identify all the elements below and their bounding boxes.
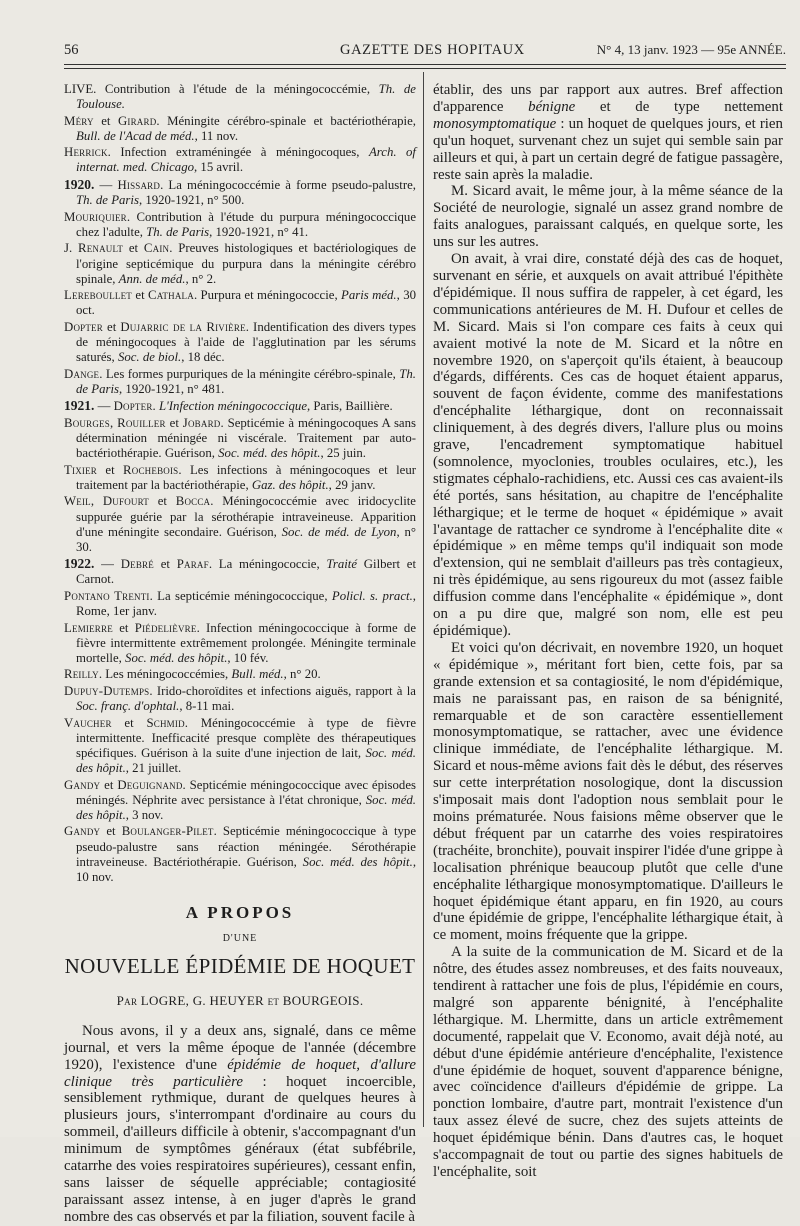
italic-run: Th. de Paris [146,224,210,239]
text-run: . Preuves histologiques et bactériologiques de l'origine septicémique du purpura dans la méningite cérébro spinale, [76,241,416,286]
text-run: , 15 avril. [194,160,244,175]
article-body-left [64,1023,416,1226]
text-run: Gilbert et Carnot. [76,557,417,587]
article-paragraph [433,82,783,183]
left-column [64,82,416,1226]
author-name: Tixier [64,462,98,477]
bibliography-year: 1921. [64,398,95,414]
italic-run: Soc. méd. des hôpit. [218,446,321,461]
text-run: . Méningite cérébro-spinale et bactériothérapie, [156,113,416,128]
author-name: Dopter [64,319,103,334]
page-header [64,38,786,64]
author-name: Renault [77,241,124,256]
text-run: et [132,288,148,303]
italic-run: Bull. de l'Acad de méd. [76,128,195,143]
bibliography-entry [64,494,416,554]
text-run: . Méningococcémie avec iridocyclite suppurée guérie par la sérothérapie intraveineuse. Apparition d'une méningite secondaire. Guérison, [76,494,416,539]
text-run: , n° 2. [185,271,217,286]
author-name: Dujarric de la Rivière [120,319,246,334]
author-name: Lereboullet [64,288,133,303]
bibliography-entry [64,210,416,240]
text-run: et [97,462,124,477]
text-run: et de type nettement [575,98,783,115]
page-number: 56 [64,42,79,58]
author-name: Dufourt [102,494,149,509]
text-run: : hoquet incoercible, sensiblement rythmique, durant de quelques heures à plusieurs jours, s'interrompant d'ordinaire au cours du sommeil, d'ailleurs difficile à obtenir, s'accompagnant d'un minimum de symptômes généraux (état subfébrile, catarrhe des voies respiratoires supérieures), cessant enfin, sans laisser de séquelle appréciable; contagiosité paraissant assez intense, à en juger d'après le grand nombre des cas observés et par la filiation, souvent facile à [64,1073,416,1225]
italic-run: Soc. méd. des hôpit. [125,650,228,665]
right-column [433,82,783,1181]
text-run: , 1920-1921, n° 481. [119,381,225,396]
author-name: Rochebois [123,462,179,477]
author-name: Cain [143,241,170,256]
author-name: Gandy [64,824,101,839]
text-run: , n° 20. [283,667,321,682]
text-run: , Rome, 1er janv. [76,589,416,619]
bibliography-entry [64,416,416,461]
text-run: , n° 30. [76,524,416,554]
section-connector: D'UNE [222,932,258,944]
text-run: , 1920-1921, n° 500. [138,193,245,208]
text-run: , 8-11 mai. [179,699,235,714]
text-run: , 1920-1921, n° 41. [209,224,309,239]
author-name: Mouriquier [64,209,127,224]
author-name: Dopter [113,399,153,414]
text-run: Nous avons, il y a deux ans, signalé, dans ce même journal, et vers la même époque de l'année (décembre 1920), l'existence d'une [64,1022,416,1073]
bibliography-entry [64,716,416,776]
article-body-right [433,82,783,1181]
italic-run: Bull. méd. [231,667,284,682]
issue-info: N° 4, 13 janv. 1923 — 95e ANNÉE. [596,42,786,57]
text-run: , 29 janv. [328,477,376,492]
text-run: . Infection extraméningée à méningocoques, [107,145,369,160]
text-run: . Septicémie méningococcique à type pseudo-palustre sans réaction méningée. Sérothérapie intraveineuse. Bactériothérapie. Guérison, [76,824,416,869]
section-heading: A PROPOS [185,902,295,922]
author-name: Vaucher [64,715,112,730]
bibliography-entry [64,778,416,823]
text-run: . Méningococcémie à type de fièvre intermittente. Inefficacité presque complète des thérapeutiques spécifiques. Guérison à la suite d'une injection de lait, [76,715,416,760]
text-run: . La méningococcémie à forme pseudo-palustre, [160,178,416,193]
italic-run: Soc. méd. des hôpit. [76,745,416,776]
text-run: . Purpura et méningococcie, [193,288,342,303]
text-run: , 10 fév. [227,650,269,665]
article-title: NOUVELLE ÉPIDÉMIE DE HOQUET [64,953,416,978]
text-run: et [123,241,144,256]
text-run: et [93,113,118,128]
text-run: : un hoquet de quelques jours, et rien qu'un hoquet, survenant chez un sujet qui semble sain par ailleurs et qui, à part un certain degré de fatigue passagère, reste sain après la maladie. [433,115,783,183]
bibliography-entry [64,82,416,112]
bibliography [64,82,416,885]
italic-run: bénigne [528,98,576,115]
author-name: Herrick [64,145,108,160]
article-paragraph [433,640,783,944]
text-run: , Paris, Baillière. [307,399,393,414]
author-name: Deguignand [117,777,183,792]
text-run: A la suite de la communication de M. Sicard et de la nôtre, des études assez nombreuses, et des faits nouveaux, tendirent à rattacher une fois de plus, l'épidémie en cours, malgré son apparente bénignité, à l'encéphalite léthargique. M. Lhermitte, dans un article extrêmement documenté, rappelait que V. Economo, avait déjà noté, au début d'une épidémie antérieure d'encéphalite, l'existence d'une épidémie de hoquet, souvent d'apparence bénigne, avec coïncidence d'ailleurs d'épidémie de grippe. La ponction lombaire, d'autre part, montrait l'existence d'un taux assez élevé de sucre, chez des sujets atteints de hoquet épidémique bénin. Dans d'autres cas, le hoquet s'accompagnait de tout ou partie des signes habituels de l'encéphalite, soit [433,944,783,1180]
text-run: Et voici qu'on décrivait, en novembre 1920, un hoquet « épidémique », méritant fort bien, cette fois, par sa grande extension et sa contagiosité, le nom d'épidémique, mais ne paraissant pas, en raison de sa bénignité, remarquable et de son caractère essentiellement monosymptomatique, se rattacher, avec une évidence clinique immédiate, de l'encéphalite léthargique. M. Sicard et nous-même avions fait dès le début, des réserves sur cette interprétation nosologique, dont la discussion s'imposait mais dont l'adoption nous semblait pour le moins prématurée. Nous faisions même observer que le début fréquent par un catarrhe des voies respiratoires (trachéite, bronchite), pouvait inspirer l'idée d'une grippe à localisation phrénique beaucoup plutôt que celle d'une encéphalite léthargique monosymptomatique. D'ailleurs le hoquet épidémique étant apparu, en fin 1920, au cours d'une épidémie de grippe, l'encéphalite léthargique était, à ce moment, moins fréquente que la grippe. [433,639,783,944]
article-paragraph [64,1023,416,1226]
text-run: et [102,319,121,334]
bibliography-year-entry [64,177,416,208]
author-name: Paraf [176,557,209,572]
text-run: J. [64,241,78,256]
bibliography-entry [64,288,416,318]
text-run: . [152,399,159,414]
author-name: Dange [64,366,100,381]
italic-run: Th. de Paris [76,366,416,396]
bibliography-entry [64,621,416,666]
text-run: et [153,557,177,572]
text-run: , 10 nov. [76,854,417,884]
author-name: Debré [120,557,154,572]
text-run: . Les méningococcémies, [98,667,232,682]
bibliography-entry [64,463,416,493]
bibliography-entry [64,684,416,714]
italic-run: Arch. of internat. med. Chicago [76,145,416,175]
text-run: LIVE. Contribution à l'étude de la méningococcémie, [64,82,379,96]
text-run: établir, des uns par rapport aux autres. Bref affection d'apparence [433,82,783,115]
text-run: . Les formes purpuriques de la méningite cérébro-spinale, [99,366,400,381]
article-paragraph [433,944,783,1181]
bibliography-entry [64,367,416,397]
text-run: . Septicémie méningococcique avec épisodes méningés. Néphrite avec persistance à l'état chronique, [76,777,416,807]
author-name: Lemierre [64,620,113,635]
header-rule [64,64,786,65]
bibliography-entry [64,667,416,682]
text-run: On avait, à vrai dire, constaté déjà des cas de hoquet, survenant en série, et auxquels on avait attribué l'épithète d'épidémique. Il nous suffira de rappeler, à cet égard, les communications antérieures de M. H. Dufour et celles de M. Sicard. Mais si l'on compare ces faits à ceux qui avaient motivé la note de M. Sicard et la nôtre en novembre 1920, on s'aperçoit qu'ils étaient, à beaucoup d'égards, différents. Ces cas de hoquet étaient apparus, souvent de façon évidente, comme des manifestations d'encéphalite léthargique, dont on reconnaissait cliniquement, à des degrés divers, l'allure plus ou moins grave, l'encadrement symptomatique habituel (somnolence, myoclonies, troubles oculaires, etc.), les stigmates céphalo-rachidiens, etc. Aussi ces cas avaient-ils été portés, sans hésitation, au chapitre de l'encéphalite léthargique; et le terme de hoquet « épidémique » avait l'avantage de rattacher ce syndrome à l'encéphalite dite « épidémique » en même temps qu'il indiquait son mode d'extension, qui ne semblait d'ailleurs pas très contagieux, ni très épidémique, au sens rigoureux du mot (assez faible diffusion comme dans l'encéphalite « épidémique », dont on a pu dire que, malgré son nom, elle est peu épidémique). [433,251,783,639]
italic-run: Soc. de méd. de Lyon [281,524,397,539]
text-run: et [112,620,135,635]
bibliography-year: 1922. [64,556,95,572]
bibliography-entry [64,241,416,286]
author-name: Méry [64,113,94,128]
header-rule-double [64,68,786,69]
italic-run: Traité [326,557,358,572]
italic-run: Soc. de biol. [117,350,182,365]
text-run: , 21 juillet. [125,761,182,776]
bibliography-entry [64,320,416,365]
text-run: — [94,178,118,193]
author-name: Reilly [64,667,99,682]
italic-run: L'Infection méningococcique [158,399,308,414]
text-run: et [100,824,122,839]
author-name: Cathala [148,288,194,303]
text-run: . Septicémie à méningocoques A sans détermination méningée ni viscérale. Traitement par auto-bactériothérapie. Guérison, [76,415,416,461]
text-run: et [148,494,176,509]
text-run: . La septicémie méningococcique, [149,589,332,603]
text-run: , 3 nov. [125,807,164,822]
author-name: Bourges [64,415,110,430]
text-run: . Infection méningococcique à forme de fièvre intermittente extrêmement prolongée. Méningite terminale mortelle, [76,620,416,665]
author-name: Hissard [117,178,161,193]
author-name: Girard [117,113,157,128]
article-paragraph [433,251,783,640]
text-run: et [100,777,118,792]
italic-run: Soc. méd. des hôpit. [76,792,416,822]
text-run: , 25 juin. [320,446,367,461]
text-run: et [165,415,183,430]
text-run: . Les infections à méningocoques et leur traitement par la bactériothérapie, [76,462,417,492]
text-run: M. Sicard avait, le même jour, à la même séance de la Société de neurologie, signalé un assez grand nombre de faits analogues, paraissant calqués, en quelque sorte, les uns sur les autres. [433,183,783,251]
text-run: , 11 nov. [194,128,239,143]
author-name: Jobard [182,415,221,430]
journal-title: GAZETTE DES HOPITAUX [340,42,525,58]
italic-run: Gaz. des hôpit. [251,477,329,492]
italic-run: Paris méd. [341,288,397,303]
text-run: , 30 oct. [76,288,417,318]
bibliography-entry [64,114,416,144]
author-name: Weil [64,494,91,509]
bibliography-year-entry [64,398,416,414]
text-run: . La méningococcie, [208,557,327,572]
italic-run: Soc. franç. d'ophtal. [76,699,180,714]
article-paragraph [433,183,783,251]
bibliography-entry [64,145,416,175]
column-separator [423,72,424,1127]
bibliography-entry [64,824,416,884]
bibliography-year: 1920. [64,177,95,193]
author-name: Boulanger-Pilet [121,824,214,839]
author-name: Dupuy-Dutemps [64,684,150,699]
author-name: Bocca [175,494,211,509]
text-run: , 18 déc. [181,350,225,365]
author-name: Schmid [146,715,185,730]
italic-run: Th. de Toulouse. [76,82,416,112]
bibliography-entry [64,589,416,619]
text-run: . Contribution à l'étude du purpura méningococcique chez l'adulte, [76,209,416,239]
text-run: et [111,715,147,730]
italic-run: Soc. méd. des hôpit. [302,854,413,869]
italic-run: Th. de Paris [76,193,139,208]
italic-run: monosymptomatique [433,115,557,132]
italic-run: Policl. s. pract. [331,589,413,603]
text-run: . Indentification des divers types de méningocoques à l'aide de l'agglutination par les sérums saturés, [76,319,416,365]
text-run: . Irido-choroïdites et infections aiguës, rapport à la [149,684,416,699]
bibliography-year-entry [64,556,416,587]
text-run: , [90,494,103,509]
author-name: Rouiller [117,415,166,430]
article-byline: Par LOGRE, G. HEUYER et BOURGEOIS. [116,992,364,1008]
author-name: Gandy [64,777,101,792]
text-run: — [94,557,121,572]
author-name: Piédelièvre [134,620,197,635]
text-run: , [109,415,118,430]
italic-run: épidémie de hoquet, d'allure clinique très particulière [64,1056,416,1090]
author-name: Pontano Trenti [64,589,150,603]
text-run: — [94,399,114,414]
italic-run: Ann. de méd. [118,271,186,286]
